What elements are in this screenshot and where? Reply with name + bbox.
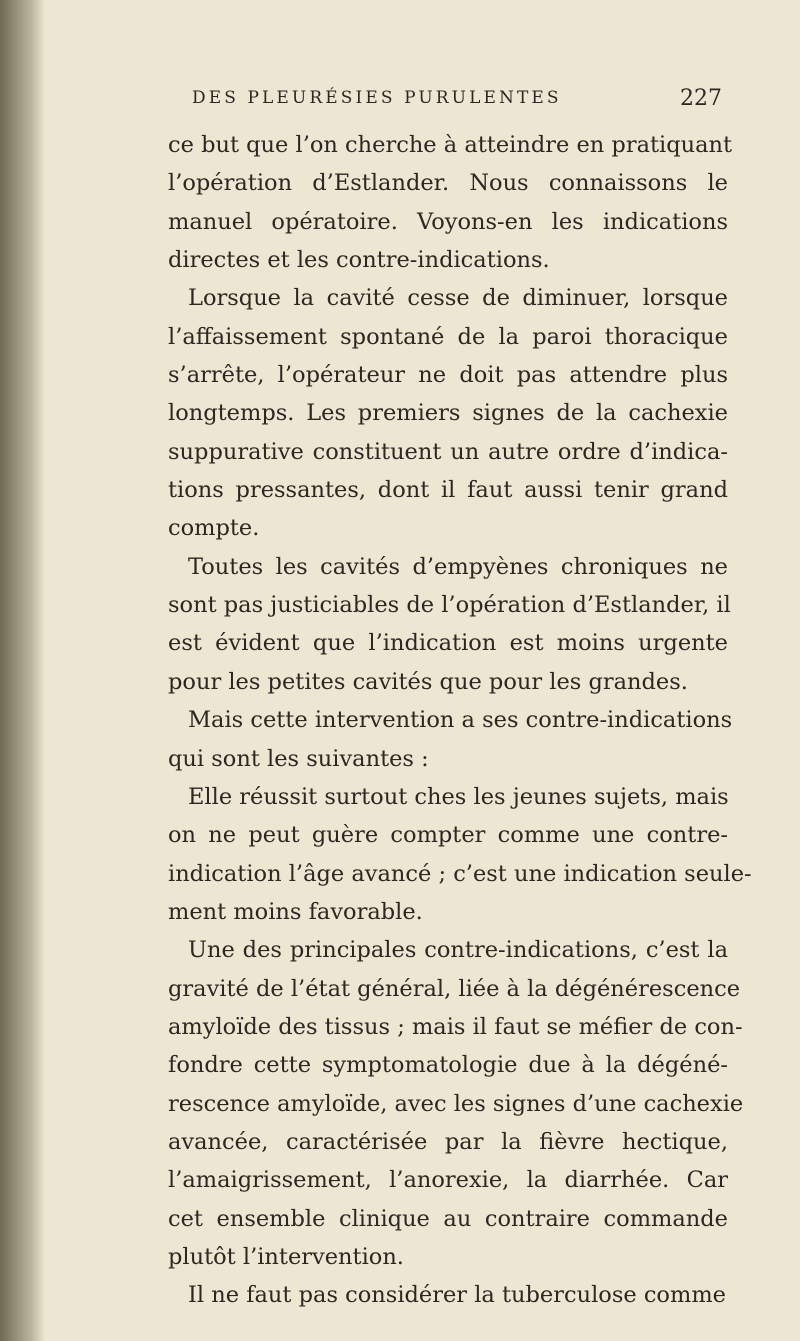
text-line: Une des principales contre-indications, c’est la (188, 937, 728, 964)
running-header (192, 86, 722, 116)
text-line: Il ne faut pas considérer la tuberculose comme (188, 1282, 726, 1309)
text-line: tions pressantes, dont il faut aussi tenir grand (168, 477, 728, 504)
text-line: cet ensemble clinique au contraire commande (168, 1205, 728, 1232)
text-line: qui sont les suivantes : (168, 745, 429, 772)
text-line: longtemps. Les premiers signes de la cachexie (168, 400, 728, 427)
body-text (168, 126, 752, 1315)
page-number: 227 (680, 86, 722, 111)
text-line: est évident que l’indication est moins urgente (168, 630, 728, 657)
text-line: sont pas justiciables de l’opération d’Estlander, il (168, 592, 731, 619)
text-line: directes et les contre-indications. (168, 247, 550, 274)
text-line: l’amaigrissement, l’anorexie, la diarrhée. Car (168, 1167, 728, 1194)
text-line: Elle réussit surtout ches les jeunes sujets, mais (188, 783, 729, 810)
text-line: on ne peut guère compter comme une contre- (168, 822, 728, 849)
text-line: gravité de l’état général, liée à la dégénérescence (168, 975, 741, 1002)
text-line: ce but que l’on cherche à atteindre en pratiquant (168, 132, 733, 158)
text-line: avancée, caractérisée par la fièvre hectique, (168, 1128, 728, 1155)
text-line: Lorsque la cavité cesse de diminuer, lorsque (188, 285, 728, 312)
text-line: ment moins favorable. (168, 898, 423, 925)
text-line: plutôt l’intervention. (168, 1243, 404, 1270)
text-line: manuel opératoire. Voyons-en les indications (168, 208, 728, 235)
text-line: Toutes les cavités d’empyènes chroniques ne (188, 553, 728, 580)
text-line: rescence amyloïde, avec les signes d’une cachexie (168, 1090, 744, 1117)
text-line: pour les petites cavités que pour les grandes. (168, 668, 688, 695)
text-line: compte. (168, 515, 260, 542)
text-line: l’opération d’Estlander. Nous connaissons le (168, 170, 728, 197)
text-line: s’arrête, l’opérateur ne doit pas attendre plus (168, 362, 728, 389)
text-line: Mais cette intervention a ses contre-indications (188, 707, 733, 734)
text-line: indication l’âge avancé ; c’est une indication seule- (168, 860, 752, 887)
text-line: l’affaissement spontané de la paroi thoracique (168, 323, 728, 350)
running-title: DES PLEURÉSIES PURULENTES (192, 88, 562, 108)
book-gutter-shadow (0, 0, 44, 1341)
text-line: suppurative constituent un autre ordre d’indica- (168, 438, 728, 465)
book-page (44, 0, 800, 1341)
text-line: fondre cette symptomatologie due à la dégéné- (168, 1052, 728, 1079)
text-line: amyloïde des tissus ; mais il faut se méfier de con- (168, 1013, 743, 1040)
